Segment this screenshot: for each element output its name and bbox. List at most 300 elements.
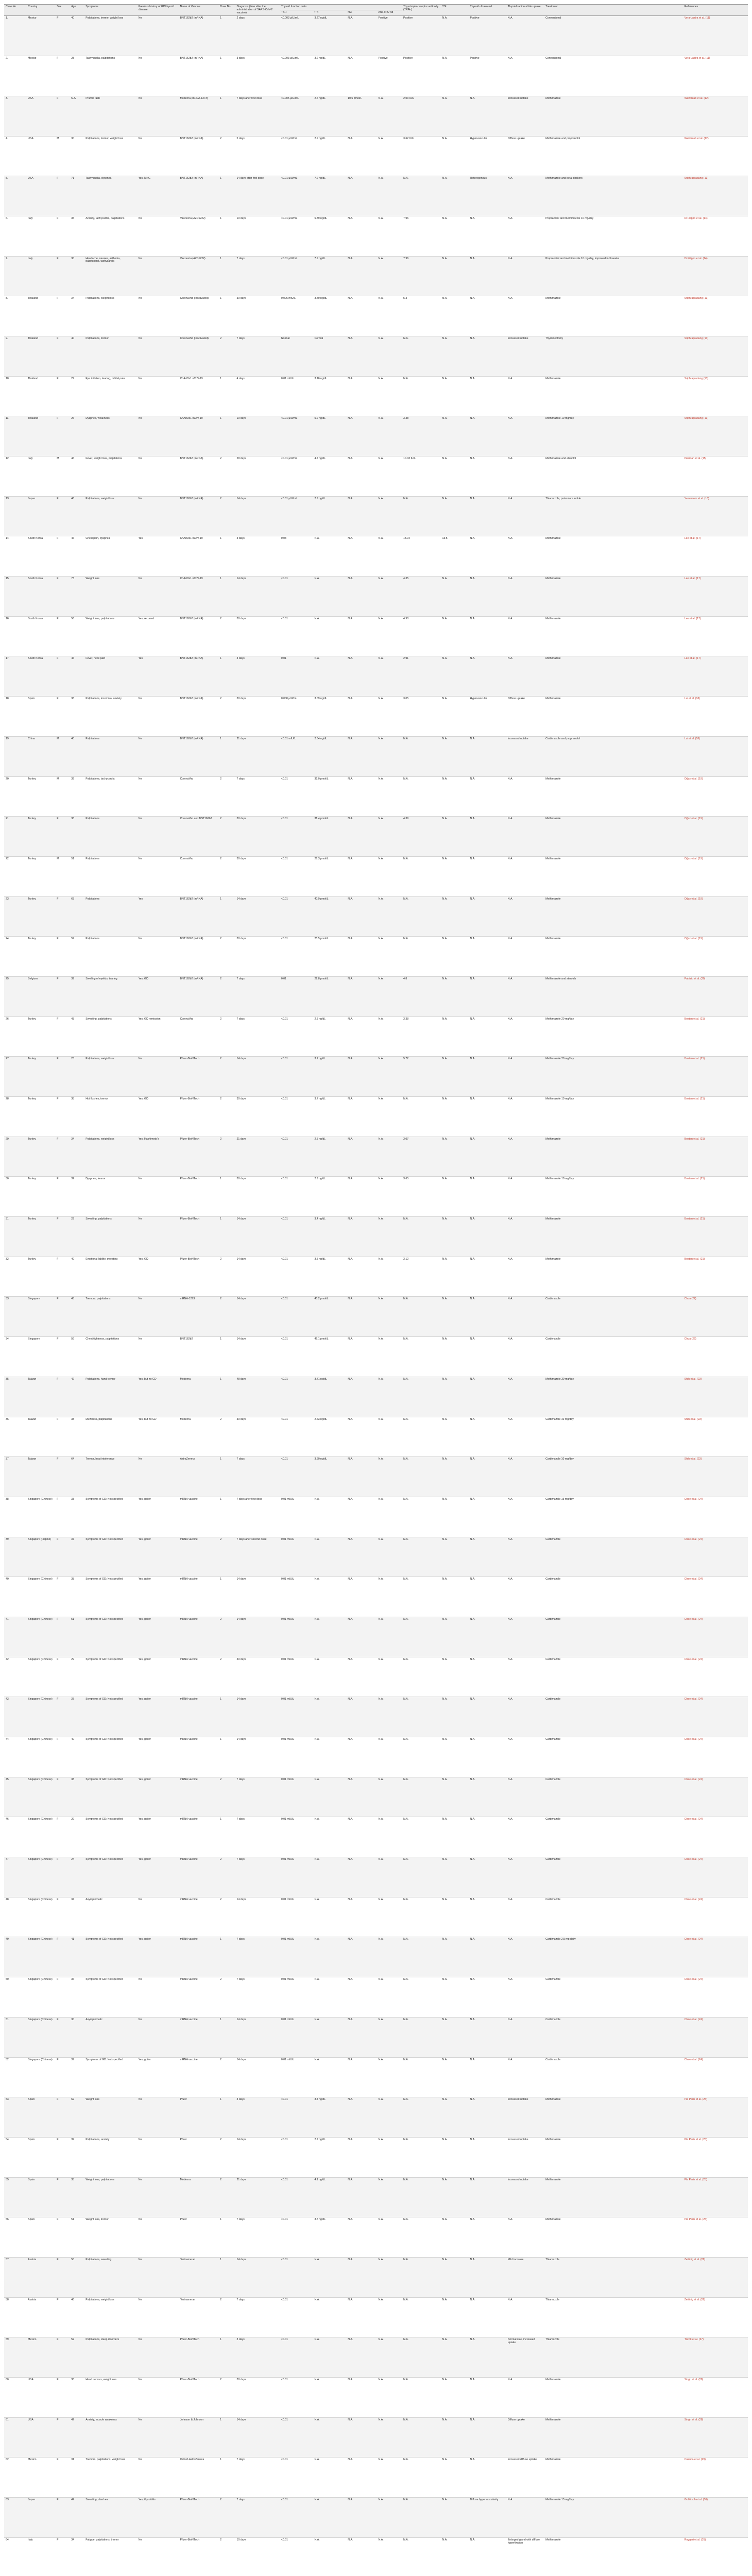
cell-diagnosis-time: 4 days <box>235 376 280 416</box>
cell-symptoms: Hot flushes, tremor <box>84 1097 136 1137</box>
cell-country: China <box>26 736 55 776</box>
cell-reference[interactable]: Oğuz et al. (19) <box>683 896 748 937</box>
cell-diagnosis-time: 30 days <box>235 1097 280 1137</box>
cell-age: 40 <box>70 736 84 776</box>
cell-dose-no: 2 <box>218 1417 235 1457</box>
cell-previous-history: No <box>137 216 179 256</box>
cell-treatment: Methimazole <box>544 2537 683 2576</box>
cell-dose-no: 2 <box>218 2137 235 2177</box>
cell-tsh: 0.01 <box>280 656 313 697</box>
cell-thyroid-us: N.A. <box>468 1897 506 1937</box>
cell-trab: N.A. <box>402 2137 440 2177</box>
cell-age: 56 <box>70 1337 84 1377</box>
cell-reference[interactable]: Lui et al. (18) <box>683 697 748 737</box>
cell-reference[interactable]: Cuenca et al. (29) <box>683 2458 748 2498</box>
cell-case-no: 42. <box>4 1657 26 1697</box>
cell-ft4: 7.2 ng/dL <box>313 176 347 216</box>
cell-sex: F <box>55 1337 70 1377</box>
cell-dose-no: 1 <box>218 656 235 697</box>
cell-tsh: 0.01 mIU/L <box>280 1617 313 1657</box>
cell-tsh: 0.01 mIU/L <box>280 1937 313 1977</box>
cell-reference[interactable]: Chee et al. (24) <box>683 1577 748 1617</box>
cell-age: 38 <box>70 2378 84 2418</box>
cell-vaccine: ChAdOx1 nCoV-19 <box>179 376 219 416</box>
cell-previous-history: Yes <box>137 896 179 937</box>
cell-age: 63 <box>70 896 84 937</box>
cell-previous-history: No <box>137 1057 179 1097</box>
table-row <box>4 96 748 136</box>
cell-symptoms: Palpitations, insomnia, anxiety <box>84 697 136 737</box>
cell-treatment: Methimazole 10 mg/day <box>544 1097 683 1137</box>
cell-thyroid-us: N.A. <box>468 216 506 256</box>
cell-treatment: Carbimazole 10 mg/day <box>544 1417 683 1457</box>
cell-sex: F <box>55 2217 70 2258</box>
cell-dose-no: 2 <box>218 2177 235 2217</box>
cell-tsi: N.A. <box>441 1257 469 1297</box>
cell-previous-history: No <box>137 577 179 617</box>
cell-reference[interactable]: Chee et al. (24) <box>683 1537 748 1577</box>
cell-case-no: 40. <box>4 1577 26 1617</box>
cell-previous-history: No <box>137 416 179 456</box>
cell-symptoms: Palpitations, tremor, weight loss <box>84 16 136 56</box>
cell-thyroid-uptake: N.A. <box>506 1777 544 1817</box>
col-case-no: Case No. <box>4 5 26 16</box>
cell-reference[interactable]: Oğuz et al. (19) <box>683 776 748 817</box>
cell-case-no: 56. <box>4 2217 26 2258</box>
cell-reference[interactable]: Chee et al. (24) <box>683 1497 748 1537</box>
cell-vaccine: Pfizer-BioNTech <box>179 1097 219 1137</box>
table-row <box>4 1337 748 1377</box>
cell-reference[interactable]: Chee et al. (24) <box>683 1817 748 1857</box>
cell-sex: M <box>55 736 70 776</box>
cell-reference[interactable]: Patrizio et al. (20) <box>683 976 748 1016</box>
cell-dose-no: 1 <box>218 2458 235 2498</box>
cell-reference[interactable]: Bostan et al. (21) <box>683 1137 748 1177</box>
cell-thyroid-uptake: N.A. <box>506 536 544 577</box>
cell-country: Singapore (Chinese) <box>26 2057 55 2097</box>
table-row <box>4 896 748 937</box>
cell-thyroid-us: N.A. <box>468 2417 506 2458</box>
cell-symptoms: Palpitations <box>84 736 136 776</box>
cell-age: 56 <box>70 616 84 656</box>
cell-ft4: 2.8 ng/dL <box>313 1016 347 1057</box>
cell-reference[interactable]: Chua (22) <box>683 1337 748 1377</box>
cell-reference[interactable]: Goblirsch et al. (30) <box>683 2498 748 2538</box>
cell-diagnosis-time: 14 days <box>235 1697 280 1737</box>
cell-ft3: N.A. <box>346 2378 377 2418</box>
cell-tsi: N.A. <box>441 2217 469 2258</box>
cell-thyroid-us: N.A. <box>468 536 506 577</box>
cell-tsi: N.A. <box>441 496 469 536</box>
cell-reference[interactable]: Pla Peris et al. (25) <box>683 2137 748 2177</box>
cell-anti-tpo: N.A. <box>377 136 402 176</box>
cell-reference[interactable]: Zettinig et al. (26) <box>683 2297 748 2337</box>
cell-previous-history: Yes, goiter <box>137 1737 179 1777</box>
cell-treatment: Carbimazole <box>544 1857 683 1897</box>
cell-trab: N.A. <box>402 776 440 817</box>
cell-thyroid-uptake: N.A. <box>506 56 544 96</box>
cell-anti-tpo: N.A. <box>377 1497 402 1537</box>
cell-reference[interactable]: Sriphrapradang (13) <box>683 296 748 336</box>
col-dose-no: Dose No. <box>218 5 235 16</box>
cell-ft3: N.A. <box>346 1297 377 1337</box>
cell-tsh: <0.01 <box>280 616 313 656</box>
cell-reference[interactable]: Pla Peris et al. (25) <box>683 2097 748 2138</box>
cell-anti-tpo: N.A. <box>377 2097 402 2138</box>
cell-dose-no: 1 <box>218 896 235 937</box>
cell-reference[interactable]: Vera-Lastra et al. (11) <box>683 16 748 56</box>
table-row <box>4 2257 748 2297</box>
cell-treatment: Methimazole <box>544 2417 683 2458</box>
cell-reference[interactable]: Ruggeri et al. (31) <box>683 2537 748 2576</box>
cell-symptoms: Palpitations, anxiety <box>84 2137 136 2177</box>
cell-ft4: 40.2 pmol/L <box>313 1297 347 1337</box>
cell-trab: N.A. <box>402 736 440 776</box>
cell-reference[interactable]: Pierman et al. (15) <box>683 456 748 497</box>
cell-reference[interactable]: Chee et al. (24) <box>683 1657 748 1697</box>
cell-age: 34 <box>70 1897 84 1937</box>
cell-age: 42 <box>70 1377 84 1417</box>
cell-diagnosis-time: 30 days <box>235 1417 280 1457</box>
cell-trab: N.A. <box>402 2458 440 2498</box>
table-row <box>4 176 748 216</box>
cell-sex: F <box>55 1177 70 1217</box>
cell-reference[interactable]: Bostan et al. (21) <box>683 1016 748 1057</box>
cell-trab: N.A. <box>402 1417 440 1457</box>
cell-ft4: 3.71 ng/dL <box>313 1377 347 1417</box>
cell-age: 39 <box>70 2137 84 2177</box>
cell-reference[interactable]: Bostan et al. (21) <box>683 1057 748 1097</box>
cell-country: Singapore (Chinese) <box>26 1657 55 1697</box>
cell-symptoms: Weight loss, palpitations <box>84 2177 136 2217</box>
cell-diagnosis-time: 21 days <box>235 2177 280 2217</box>
cell-ft4: N.A. <box>313 1537 347 1577</box>
cell-reference[interactable]: Chee et al. (24) <box>683 1937 748 1977</box>
cell-diagnosis-time: 14 days <box>235 1257 280 1297</box>
cell-anti-tpo: N.A. <box>377 817 402 857</box>
cell-trab: N.A. <box>402 1937 440 1977</box>
cell-tsh: 0.01 mIU/L <box>280 1777 313 1817</box>
cell-diagnosis-time: 14 days <box>235 1297 280 1337</box>
cell-thyroid-uptake: N.A. <box>506 1857 544 1897</box>
cell-anti-tpo: N.A. <box>377 1177 402 1217</box>
cell-reference[interactable]: Bostan et al. (21) <box>683 1217 748 1257</box>
cell-thyroid-us: N.A. <box>468 577 506 617</box>
cell-vaccine: Moderna <box>179 1417 219 1457</box>
cell-reference[interactable]: Di Filippo et al. (14) <box>683 256 748 296</box>
table-row <box>4 456 748 497</box>
cell-reference[interactable]: Trevik et al. (27) <box>683 2337 748 2378</box>
table-row <box>4 1577 748 1617</box>
cell-dose-no: 1 <box>218 2257 235 2297</box>
cell-reference[interactable]: Oğuz et al. (19) <box>683 817 748 857</box>
cell-country: Singapore (Chinese) <box>26 1777 55 1817</box>
cell-vaccine: Pfizer-BioNTech <box>179 1177 219 1217</box>
cell-reference[interactable]: Pla Peris et al. (25) <box>683 2217 748 2258</box>
col-trab: Thyrotropin-receptor antibody (TRAb) <box>402 5 440 16</box>
cell-thyroid-uptake: N.A. <box>506 1297 544 1337</box>
cell-reference[interactable]: Lee et al. (17) <box>683 656 748 697</box>
cell-tsi: N.A. <box>441 1697 469 1737</box>
cell-symptoms: Palpitations <box>84 856 136 896</box>
cell-ft4: N.A. <box>313 2378 347 2418</box>
cell-vaccine: mRNA vaccine <box>179 2017 219 2057</box>
cell-country: Singapore (Chinese) <box>26 1617 55 1657</box>
cell-treatment: Methimazole <box>544 2217 683 2258</box>
cell-tsh: <0.01 μIU/mL <box>280 136 313 176</box>
cell-previous-history: No <box>137 736 179 776</box>
cell-reference[interactable]: Singh et al. (28) <box>683 2378 748 2418</box>
cell-reference[interactable]: Bostan et al. (21) <box>683 1177 748 1217</box>
cell-treatment: Methimazole and propranolol <box>544 136 683 176</box>
cell-reference[interactable]: Chua (22) <box>683 1297 748 1337</box>
cell-symptoms: Symptoms of GD: Not specified <box>84 1697 136 1737</box>
cell-previous-history: No <box>137 496 179 536</box>
cell-dose-no: 2 <box>218 937 235 977</box>
cell-reference[interactable]: Chee et al. (24) <box>683 1617 748 1657</box>
cell-reference[interactable]: Chee et al. (24) <box>683 1857 748 1897</box>
cell-ft4: 3.09 ng/dL <box>313 697 347 737</box>
cell-age: 50 <box>70 2257 84 2297</box>
cell-anti-tpo: N.A. <box>377 2217 402 2258</box>
cell-tsi: N.A. <box>441 976 469 1016</box>
cell-vaccine: BNT162b2 (mRNA) <box>179 736 219 776</box>
cell-thyroid-uptake: N.A. <box>506 1737 544 1777</box>
cell-tsh: <0.01 <box>280 817 313 857</box>
cell-thyroid-us: N.A. <box>468 1457 506 1497</box>
cell-reference[interactable]: Sriphrapradang (13) <box>683 376 748 416</box>
cell-thyroid-uptake: N.A. <box>506 1817 544 1857</box>
cell-vaccine: Pfizer-BioNTech <box>179 2537 219 2576</box>
cell-reference[interactable]: Bostan et al. (21) <box>683 1097 748 1137</box>
cell-age: 35 <box>70 216 84 256</box>
cell-previous-history: No <box>137 697 179 737</box>
cell-anti-tpo: N.A. <box>377 656 402 697</box>
cell-diagnosis-time: 30 days <box>235 1177 280 1217</box>
cell-vaccine: AstraZeneca <box>179 1457 219 1497</box>
table-row <box>4 776 748 817</box>
cell-ft3: N.A. <box>346 16 377 56</box>
table-body <box>4 16 748 2576</box>
cell-country: Singapore (Chinese) <box>26 1897 55 1937</box>
cell-reference[interactable]: Chee et al. (24) <box>683 1777 748 1817</box>
cell-vaccine: Pfizer-BioNTech <box>179 1257 219 1297</box>
cell-symptoms: Pruritic rash <box>84 96 136 136</box>
cell-treatment: Methimazole <box>544 817 683 857</box>
cell-tsi: N.A. <box>441 2417 469 2458</box>
cell-treatment: Carbimazole <box>544 1577 683 1617</box>
cell-thyroid-us: N.A. <box>468 1297 506 1337</box>
cell-anti-tpo: N.A. <box>377 937 402 977</box>
table-row <box>4 536 748 577</box>
cell-country: Italy <box>26 456 55 497</box>
cell-reference[interactable]: Chee et al. (24) <box>683 1897 748 1937</box>
table-row <box>4 616 748 656</box>
col-tsh: TSH <box>280 10 313 16</box>
cell-dose-no: 1 <box>218 1377 235 1417</box>
cell-ft3: N.A. <box>346 697 377 737</box>
cell-tsh: <0.01 <box>280 896 313 937</box>
cell-case-no: 61. <box>4 2417 26 2458</box>
cell-treatment: Conventional <box>544 16 683 56</box>
table-row <box>4 937 748 977</box>
cell-treatment: Propranolol and methimazole 10 mg/day <box>544 216 683 256</box>
cell-reference[interactable]: Zettinig et al. (26) <box>683 2257 748 2297</box>
cell-reference[interactable]: Pla Peris et al. (25) <box>683 2177 748 2217</box>
cell-ft3: N.A. <box>346 2137 377 2177</box>
cell-sex: F <box>55 56 70 96</box>
cell-thyroid-uptake: N.A. <box>506 1377 544 1417</box>
cell-country: Mexico <box>26 2458 55 2498</box>
cell-dose-no: 1 <box>218 1457 235 1497</box>
table-row <box>4 2097 748 2138</box>
cell-tsi: N.A. <box>441 1177 469 1217</box>
col-diagnosis-time: Diagnosis (time after the administration of SARS-CoV-2 vaccine) <box>235 5 280 16</box>
cell-reference[interactable]: Lee et al. (17) <box>683 577 748 617</box>
cell-anti-tpo: N.A. <box>377 1977 402 2018</box>
cell-previous-history: No <box>137 2097 179 2138</box>
cell-reference[interactable]: Chee et al. (24) <box>683 1697 748 1737</box>
cell-treatment: Thiamazole <box>544 2297 683 2337</box>
cell-tsi: N.A. <box>441 2097 469 2138</box>
cell-diagnosis-time: 5 days <box>235 136 280 176</box>
cell-dose-no: 1 <box>218 1817 235 1857</box>
cell-treatment: Carbimazole <box>544 2017 683 2057</box>
cell-reference[interactable]: Vera-Lastra et al. (11) <box>683 56 748 96</box>
cell-reference[interactable]: Oğuz et al. (19) <box>683 937 748 977</box>
cell-diagnosis-time: 7 days <box>235 1937 280 1977</box>
cell-age: 40 <box>70 336 84 376</box>
cell-tsh: <0.01 <box>280 2217 313 2258</box>
cell-age: 34 <box>70 296 84 336</box>
cell-tsi: N.A. <box>441 1016 469 1057</box>
cell-reference[interactable]: Bostan et al. (21) <box>683 1257 748 1297</box>
cell-previous-history: No <box>137 937 179 977</box>
cell-trab: N.A. <box>402 496 440 536</box>
cell-trab: 5.72 <box>402 1057 440 1097</box>
col-sex: Sex <box>55 5 70 16</box>
cell-symptoms: Eye irritation, tearing, orbital pain <box>84 376 136 416</box>
cell-reference[interactable]: Chee et al. (24) <box>683 1737 748 1777</box>
cell-reference[interactable]: Weintraub et al. (12) <box>683 96 748 136</box>
cell-anti-tpo: N.A. <box>377 1097 402 1137</box>
cell-ft4: 3.16 ng/dL <box>313 376 347 416</box>
cell-case-no: 36. <box>4 1417 26 1457</box>
cell-ft4: N.A. <box>313 536 347 577</box>
cell-dose-no: 2 <box>218 856 235 896</box>
cell-reference[interactable]: Yamamoto et al. (16) <box>683 496 748 536</box>
table-row <box>4 1977 748 2018</box>
cell-tsh: 0.01 mIU/L <box>280 1697 313 1737</box>
cell-thyroid-uptake: N.A. <box>506 16 544 56</box>
cell-tsi: N.A. <box>441 937 469 977</box>
cell-sex: F <box>55 937 70 977</box>
cell-reference[interactable]: Shih et al. (23) <box>683 1457 748 1497</box>
cell-trab: N.A. <box>402 1617 440 1657</box>
cell-dose-no: 2 <box>218 2297 235 2337</box>
cell-reference[interactable]: Chee et al. (24) <box>683 2057 748 2097</box>
cell-age: 52 <box>70 2337 84 2378</box>
cell-previous-history: Yes, goiter <box>137 1857 179 1897</box>
cell-diagnosis-time: 14 days after first dose <box>235 176 280 216</box>
table-row <box>4 1137 748 1177</box>
cell-reference[interactable]: Chee et al. (24) <box>683 1977 748 2018</box>
cell-case-no: 16. <box>4 616 26 656</box>
table-row <box>4 256 748 296</box>
cell-reference[interactable]: Sriphrapradang (13) <box>683 176 748 216</box>
cell-age: 40 <box>70 1737 84 1777</box>
cell-treatment: Carbimazole <box>544 1737 683 1777</box>
cell-reference[interactable]: Sriphrapradang (13) <box>683 336 748 376</box>
cell-symptoms: Fever, neck pain <box>84 656 136 697</box>
cell-thyroid-uptake: N.A. <box>506 456 544 497</box>
cell-treatment: Methimazole <box>544 2378 683 2418</box>
cell-symptoms: Tachycardia, dyspnea <box>84 176 136 216</box>
cell-reference[interactable]: Weintraub et al. (12) <box>683 136 748 176</box>
cell-age: 30 <box>70 256 84 296</box>
cell-treatment: Thiamazole, potassium iodide <box>544 496 683 536</box>
cell-tsh: 0.01 mIU/L <box>280 1657 313 1697</box>
cell-reference[interactable]: Lee et al. (17) <box>683 536 748 577</box>
cell-thyroid-us: N.A. <box>468 1817 506 1857</box>
cell-thyroid-uptake: N.A. <box>506 1217 544 1257</box>
cell-diagnosis-time: 14 days <box>235 1337 280 1377</box>
cell-reference[interactable]: Lee et al. (17) <box>683 616 748 656</box>
cell-ft3: N.A. <box>346 1417 377 1457</box>
cell-thyroid-us: N.A. <box>468 1617 506 1657</box>
cell-anti-tpo: N.A. <box>377 1657 402 1697</box>
cell-thyroid-uptake: N.A. <box>506 1137 544 1177</box>
cell-reference[interactable]: Sriphrapradang (13) <box>683 416 748 456</box>
cell-anti-tpo: Positive <box>377 56 402 96</box>
cell-symptoms: Palpitations, weight loss <box>84 1057 136 1097</box>
cell-vaccine: Pfizer-BioNTech <box>179 2337 219 2378</box>
table-row <box>4 1777 748 1817</box>
cell-reference[interactable]: Shih et al. (23) <box>683 1417 748 1457</box>
cell-country: Singapore (Chinese) <box>26 1577 55 1617</box>
cell-thyroid-uptake: Increased uptake <box>506 2137 544 2177</box>
col-group-thyroid-function: Thyroid function tests <box>280 5 402 10</box>
cell-thyroid-us: N.A. <box>468 2297 506 2337</box>
cell-country: USA <box>26 96 55 136</box>
cell-reference[interactable]: Shih et al. (23) <box>683 1377 748 1417</box>
cell-reference[interactable]: Lui et al. (18) <box>683 736 748 776</box>
table-row <box>4 856 748 896</box>
cell-case-no: 47. <box>4 1857 26 1897</box>
cell-ft3: N.A. <box>346 256 377 296</box>
cell-thyroid-uptake: N.A. <box>506 2297 544 2337</box>
cell-reference[interactable]: Chee et al. (24) <box>683 2017 748 2057</box>
cell-tsi: 13.5 <box>441 536 469 577</box>
cell-tsi: N.A. <box>441 2017 469 2057</box>
cell-ft3: N.A. <box>346 2017 377 2057</box>
cell-reference[interactable]: Singh et al. (28) <box>683 2417 748 2458</box>
cell-reference[interactable]: Di Filippo et al. (14) <box>683 216 748 256</box>
cell-ft3: N.A. <box>346 496 377 536</box>
cell-trab: 10.03 IU/L <box>402 456 440 497</box>
cell-trab: 5.3 <box>402 296 440 336</box>
cell-dose-no: 1 <box>218 96 235 136</box>
cell-vaccine: Johnson & Johnson <box>179 2417 219 2458</box>
cell-trab: Positive <box>402 16 440 56</box>
cell-sex: F <box>55 2057 70 2097</box>
cell-thyroid-uptake: N.A. <box>506 296 544 336</box>
cell-anti-tpo: N.A. <box>377 1817 402 1857</box>
cell-reference[interactable]: Oğuz et al. (19) <box>683 856 748 896</box>
cell-tsi: N.A. <box>441 1617 469 1657</box>
cell-age: 64 <box>70 1457 84 1497</box>
cell-thyroid-us: N.A. <box>468 1537 506 1577</box>
